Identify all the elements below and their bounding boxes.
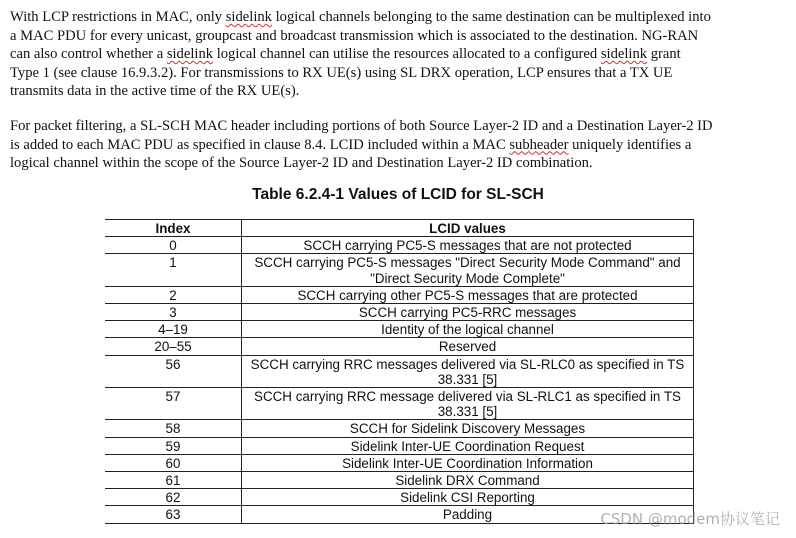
cell-lcid-value: Sidelink Inter-UE Coordination Information: [242, 454, 694, 471]
text-line: can also control whether a sidelink logical channel can utilise the resources allocated to a configured sidelink grant: [10, 46, 681, 63]
cell-index: 62: [105, 489, 242, 506]
table-header-row: [105, 220, 694, 237]
cell-index: 57: [105, 388, 242, 420]
text-line: a MAC PDU for every unicast, groupcast and broadcast transmission which is associated to the destination. NG-RAN: [10, 27, 699, 44]
cell-index: 3: [105, 304, 242, 321]
table-row: [105, 321, 694, 338]
text-line: is added to each MAC PDU as specified in clause 8.4. LCID included within a MAC subheader uniquely identifies a: [10, 136, 692, 153]
cell-lcid-value: Sidelink CSI Reporting: [242, 489, 694, 506]
cell-index: 60: [105, 454, 242, 471]
paragraph-packet-filtering: [10, 117, 782, 173]
cell-lcid-value: SCCH carrying PC5-S messages "Direct Security Mode Command" and "Direct Security Mode Complete": [242, 254, 694, 286]
cell-lcid-value: Identity of the logical channel: [242, 321, 694, 338]
table-row: [105, 454, 694, 471]
table-row: [105, 338, 694, 355]
header-lcid-values: LCID values: [242, 220, 694, 237]
table-row: [105, 437, 694, 454]
table-row: [105, 472, 694, 489]
cell-index: 20–55: [105, 338, 242, 355]
table-row: [105, 286, 694, 303]
table-row: [105, 237, 694, 254]
cell-index: 4–19: [105, 321, 242, 338]
header-index: Index: [105, 220, 242, 237]
cell-lcid-value: Padding: [242, 506, 694, 523]
cell-index: 1: [105, 254, 242, 286]
cell-lcid-value: SCCH carrying RRC message delivered via SL-RLC1 as specified in TS 38.331 [5]: [242, 388, 694, 420]
table-row: [105, 489, 694, 506]
cell-index: 2: [105, 286, 242, 303]
paragraph-lcp-restrictions: [10, 8, 782, 101]
cell-lcid-value: SCCH for Sidelink Discovery Messages: [242, 420, 694, 437]
cell-index: 59: [105, 437, 242, 454]
cell-lcid-value: SCCH carrying other PC5-S messages that are protected: [242, 286, 694, 303]
table-row: [105, 388, 694, 420]
cell-index: 61: [105, 472, 242, 489]
cell-lcid-value: Reserved: [242, 338, 694, 355]
cell-index: 0: [105, 237, 242, 254]
cell-index: 63: [105, 506, 242, 523]
text-line: transmits data in the active time of the RX UE(s).: [10, 83, 300, 100]
cell-index: 58: [105, 420, 242, 437]
table-row: [105, 304, 694, 321]
text-line: Type 1 (see clause 16.9.3.2). For transmissions to RX UE(s) using SL DRX operation, LCP ensures that a TX UE: [10, 64, 673, 81]
cell-lcid-value: Sidelink DRX Command: [242, 472, 694, 489]
table-row: [105, 355, 694, 387]
table-row: [105, 254, 694, 286]
cell-lcid-value: SCCH carrying RRC messages delivered via SL-RLC0 as specified in TS 38.331 [5]: [242, 355, 694, 387]
cell-lcid-value: Sidelink Inter-UE Coordination Request: [242, 437, 694, 454]
text-line: logical channel within the scope of the Source Layer-2 ID and Destination Layer-2 ID combination.: [10, 155, 593, 172]
table-row: [105, 420, 694, 437]
text-line: With LCP restrictions in MAC, only sidelink logical channels belonging to the same destination can be multiplexed into: [10, 9, 711, 25]
lcid-table: [105, 219, 694, 524]
cell-lcid-value: SCCH carrying PC5-S messages that are not protected: [242, 237, 694, 254]
watermark: CSDN @modem协议笔记: [600, 510, 780, 528]
cell-lcid-value: SCCH carrying PC5-RRC messages: [242, 304, 694, 321]
text-line: For packet filtering, a SL-SCH MAC header including portions of both Source Layer-2 ID and a Destination Layer-2 ID: [10, 118, 713, 134]
cell-index: 56: [105, 355, 242, 387]
table-caption: Table 6.2.4-1 Values of LCID for SL-SCH: [252, 186, 544, 203]
